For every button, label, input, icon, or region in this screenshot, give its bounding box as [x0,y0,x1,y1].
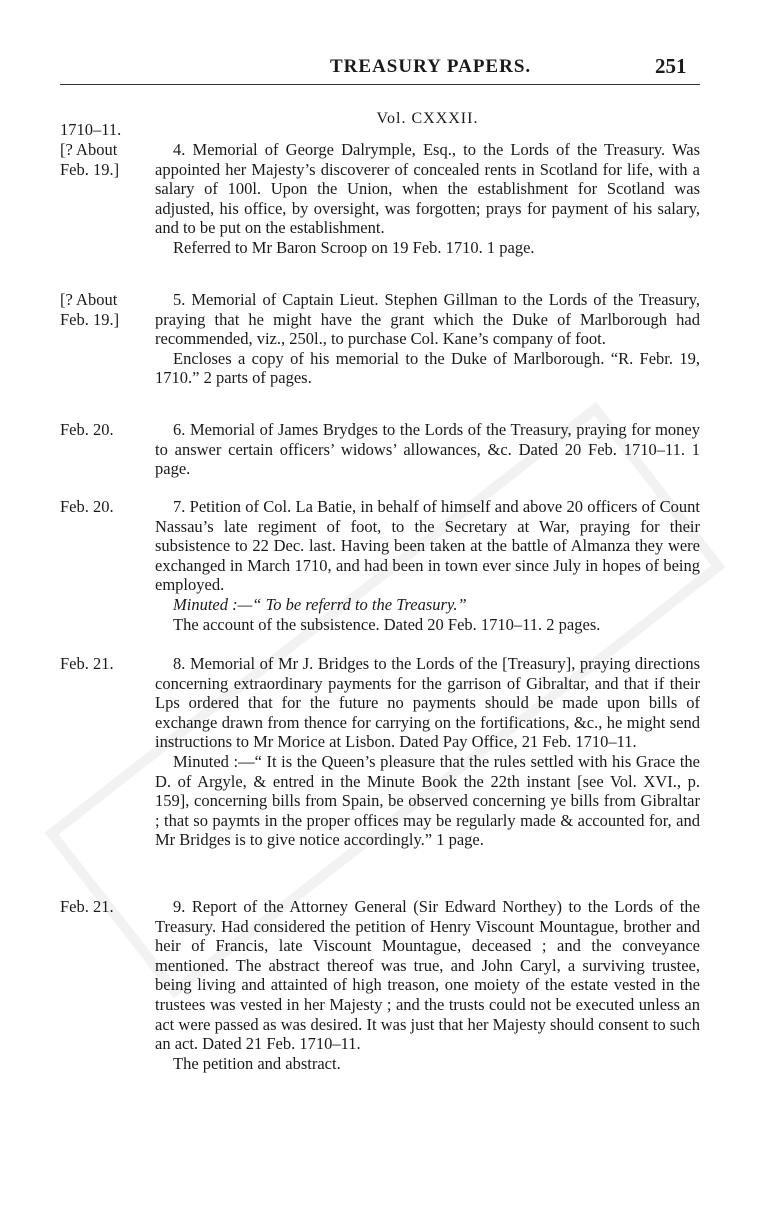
header-rule [60,84,700,85]
volume-heading: Vol. CXXXII. [376,110,479,127]
entry-body [155,290,700,388]
entry-text: The petition and abstract. [173,1053,341,1073]
entry-text: 5. Memorial of Captain Lieut. Stephen Gillman to the Lords of the Treasury, praying that he might have the grant which the Duke of Marlborough had recommended, viz., 250l., to purchase Col. Kane’s company of foot. [155,290,700,349]
page-number: 251 [655,54,687,78]
entry-date: Feb. 21. [60,654,114,673]
entry-body [155,897,700,1073]
entry-text: 8. Memorial of Mr J. Bridges to the Lords of the [Treasury], praying directions concerning extraordinary payments for the garrison of Gibraltar, and that if their Lps ordered that for the future no payments should be made upon bills of exchange drawn from thence for carrying on the fortifications, &c., he might send instructions to Mr Morice at Lisbon. Dated Pay Office, 21 Feb. 1710–11. [155,654,700,752]
entry-text: 9. Report of the Attorney General (Sir Edward Northey) to the Lords of the Treasury. Had considered the petition of Henry Viscount Mountague, brother and heir of Francis, late Viscount Mountague, deceased ; and the conveyance mentioned. The abstract thereof was true, and John Caryl, a surviving trustee, being living and attainted of high treason, one moiety of the estate vested in the trustees was vested in her Majesty ; and the trusts could not be executed unless an act were passed as was desired. It was just that her Majesty should consent to such an act. Dated 21 Feb. 1710–11. [155,897,700,1054]
entry-text: 4. Memorial of George Dalrymple, Esq., to the Lords of the Treasury. Was appointed her Majesty’s discoverer of concealed rents in Scotland for life, with a salary of 100l. Upon the Union, when the establishment for Scotland was adjusted, his office, by oversight, was forgotten; prays for payment of his salary, and to be put on the establishment. [155,140,700,238]
entry-body [155,420,700,479]
running-title: TREASURY PAPERS. [330,56,532,77]
entry-text: 7. Petition of Col. La Batie, in behalf of himself and above 20 officers of Count Nassau’s late regiment of foot, to the Secretary at War, praying for their subsistence to 22 Dec. last. Having been taken at the battle of Almanza they were exchanged in March 1710, and had been in town ever since July in hopes of being employed. [155,497,700,595]
entry-date: Feb. 20. [60,497,114,516]
entry-body [155,654,700,850]
running-header [0,52,770,82]
entry-text: The account of the subsistence. Dated 20 Feb. 1710–11. 2 pages. [173,614,601,634]
entry-date: Feb. 20. [60,420,114,439]
entry-text: Minuted :—“ To be referrd to the Treasury.” [173,594,467,614]
entry-date: Feb. 21. [60,897,114,916]
entry-text: Minuted :—“ It is the Queen’s pleasure that the rules settled with his Grace the D. of Argyle, & entred in the Minute Book the 22th instant [see Vol. XVI., p. 159], concerning bills from Spain, be observed concerning ye bills from Gibraltar ; that so paymts in the proper offices may be regularly made & accounted for, and Mr Bridges is to give notice accordingly.” 1 page. [155,751,700,850]
entry-text: Referred to Mr Baron Scroop on 19 Feb. 1710. 1 page. [173,237,535,257]
entry-date: [? About Feb. 19.] [60,290,120,329]
entry-date: 1710–11. [? About Feb. 19.] [60,120,122,179]
entry-body [155,140,700,258]
entry-text: Encloses a copy of his memorial to the Duke of Marlborough. “R. Febr. 19, 1710.” 2 parts of pages. [155,348,700,388]
entry-body [155,497,700,634]
entry-text: 6. Memorial of James Brydges to the Lords of the Treasury, praying for money to answer certain officers’ widows’ allowances, &c. Dated 20 Feb. 1710–11. 1 page. [155,420,700,479]
